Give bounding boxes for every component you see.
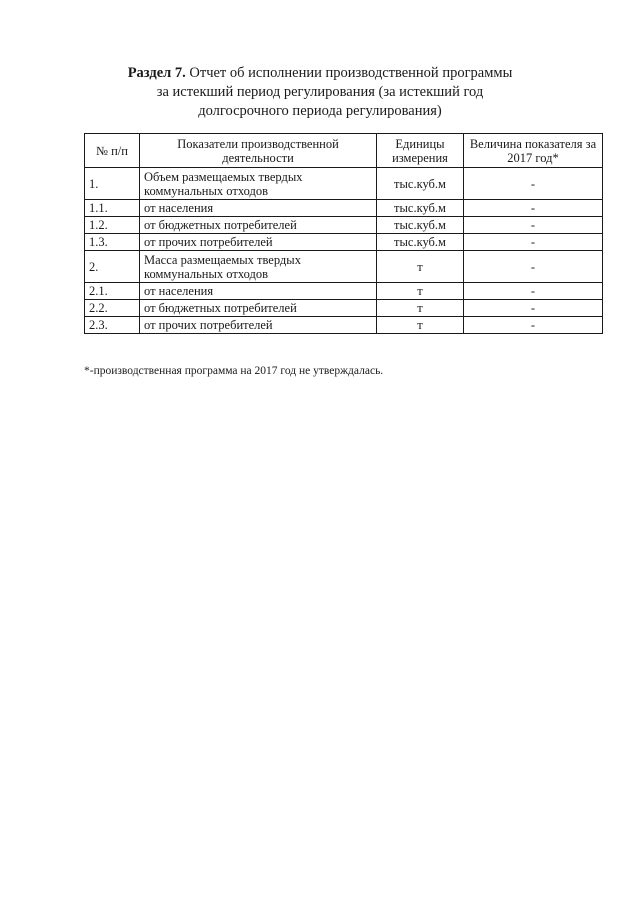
- row-unit: т: [377, 300, 464, 317]
- row-num: 1.2.: [85, 217, 140, 234]
- row-indicator: от населения: [140, 200, 377, 217]
- row-num: 2.: [85, 251, 140, 283]
- row-indicator: Масса размещаемых твердых коммунальных отходов: [140, 251, 377, 283]
- row-num: 1.3.: [85, 234, 140, 251]
- row-indicator: от прочих потребителей: [140, 317, 377, 334]
- table-row: [85, 217, 603, 234]
- row-unit: тыс.куб.м: [377, 217, 464, 234]
- row-indicator: от бюджетных потребителей: [140, 217, 377, 234]
- section-number: Раздел 7.: [127, 65, 186, 81]
- row-num: 2.2.: [85, 300, 140, 317]
- row-value: -: [464, 168, 603, 200]
- table-header-row: [85, 134, 603, 168]
- footnote: *-производственная программа на 2017 год не утверждалась.: [84, 365, 384, 377]
- table-row: [85, 300, 603, 317]
- production-program-table: [84, 133, 603, 334]
- header-value: Величина показателя за 2017 год*: [464, 134, 603, 168]
- row-num: 1.1.: [85, 200, 140, 217]
- table-row: [85, 283, 603, 300]
- row-indicator: от бюджетных потребителей: [140, 300, 377, 317]
- table-row: [85, 251, 603, 283]
- row-num: 1.: [85, 168, 140, 200]
- table-row: [85, 168, 603, 200]
- row-unit: тыс.куб.м: [377, 168, 464, 200]
- row-unit: тыс.куб.м: [377, 234, 464, 251]
- row-value: -: [464, 217, 603, 234]
- row-value: -: [464, 200, 603, 217]
- row-unit: тыс.куб.м: [377, 200, 464, 217]
- row-value: -: [464, 251, 603, 283]
- row-value: -: [464, 317, 603, 334]
- row-num: 2.1.: [85, 283, 140, 300]
- table-row: [85, 234, 603, 251]
- row-unit: т: [377, 251, 464, 283]
- section-title-line-1: [80, 64, 560, 83]
- row-indicator: Объем размещаемых твердых коммунальных отходов: [140, 168, 377, 200]
- row-unit: т: [377, 317, 464, 334]
- header-unit: Единицы измерения: [377, 134, 464, 168]
- section-title-line-3: долгосрочного периода регулирования): [198, 103, 442, 119]
- table-row: [85, 317, 603, 334]
- header-num: № п/п: [85, 134, 140, 168]
- table-row: [85, 200, 603, 217]
- section-title: [80, 64, 560, 121]
- header-indicator: Показатели производственной деятельности: [140, 134, 377, 168]
- row-value: -: [464, 234, 603, 251]
- row-indicator: от населения: [140, 283, 377, 300]
- row-unit: т: [377, 283, 464, 300]
- row-num: 2.3.: [85, 317, 140, 334]
- section-title-text: Отчет об исполнении производственной программы: [185, 65, 513, 81]
- row-value: -: [464, 300, 603, 317]
- row-indicator: от прочих потребителей: [140, 234, 377, 251]
- row-value: -: [464, 283, 603, 300]
- section-title-line-2: за истекший период регулирования (за истекший год: [156, 84, 484, 100]
